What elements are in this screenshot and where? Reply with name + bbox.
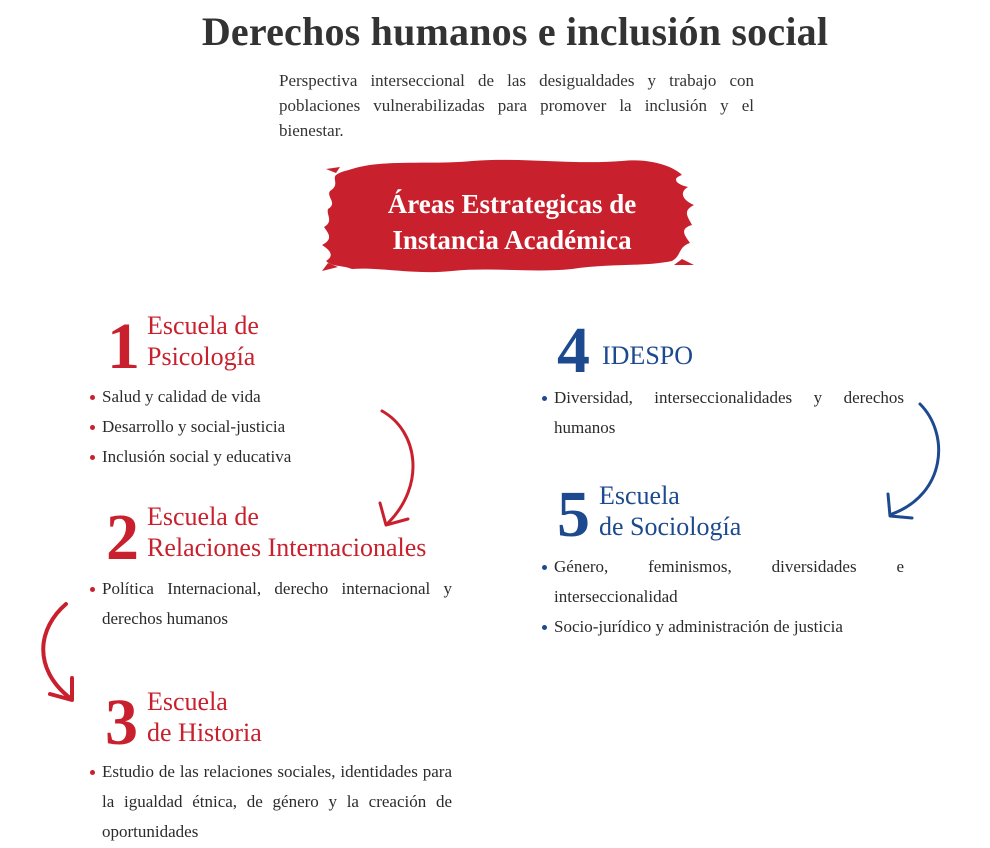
list-item: Género, feminismos, diversidades e interseccionalidad (542, 552, 904, 612)
list-item: Desarrollo y social-justicia (90, 412, 430, 442)
area-5-heading-line-2: de Sociología (599, 512, 742, 541)
area-2-heading-line-2: Relaciones Internacionales (147, 533, 427, 562)
list-item: Estudio de las relaciones sociales, identidades para la igualdad étnica, de género y la creación de oportunidades (90, 757, 452, 847)
area-3-list (90, 757, 452, 847)
area-4-number: 4 (557, 314, 590, 387)
area-5-heading (599, 480, 741, 542)
bullet-icon (90, 395, 95, 400)
bullet-icon (542, 396, 547, 401)
subtitle-text: Perspectiva interseccional de las desigualdades y trabajo con poblaciones vulnerabilizadas para promover la inclusión y el bienestar. (279, 71, 754, 140)
area-5-heading-line-1: Escuela (599, 481, 680, 510)
list-item: Inclusión social y educativa (90, 442, 430, 472)
bullet-icon (90, 455, 95, 460)
banner-line-2: Instancia Académica (392, 225, 632, 255)
banner-title (332, 186, 692, 258)
area-3-heading (147, 686, 262, 748)
bullet-icon (90, 587, 95, 592)
area-5-number: 5 (557, 478, 590, 551)
bullet-icon (542, 625, 547, 630)
bullet-icon (90, 425, 95, 430)
area-1-heading-line-1: Escuela de (147, 311, 259, 340)
area-3-heading-line-1: Escuela (147, 687, 228, 716)
page-title: Derechos humanos e inclusión social (201, 9, 829, 54)
area-3-heading-line-2: de Historia (147, 718, 262, 747)
curved-arrow-red-icon (370, 405, 430, 535)
banner-line-1: Áreas Estrategicas de (387, 189, 637, 219)
list-item: Política Internacional, derecho internacional y derechos humanos (90, 574, 452, 634)
area-4-heading: IDESPO (602, 341, 694, 370)
area-2-heading-line-1: Escuela de (147, 502, 259, 531)
area-1-heading (147, 310, 259, 372)
list-item: Salud y calidad de vida (90, 382, 430, 412)
bullet-icon (90, 770, 95, 775)
curved-arrow-red-2-icon (32, 598, 92, 710)
area-1-number: 1 (107, 310, 140, 383)
area-2-list (90, 574, 452, 634)
area-3-number: 3 (105, 686, 138, 759)
bullet-icon (542, 565, 547, 570)
curved-arrow-blue-icon (880, 398, 950, 523)
list-item: Diversidad, interseccionalidades y derechos humanos (542, 383, 904, 443)
list-item: Socio-jurídico y administración de justicia (542, 612, 904, 642)
area-4-list (542, 383, 904, 443)
area-5-list (542, 552, 904, 642)
area-2-number: 2 (106, 501, 139, 574)
area-1-heading-line-2: Psicología (147, 342, 256, 371)
